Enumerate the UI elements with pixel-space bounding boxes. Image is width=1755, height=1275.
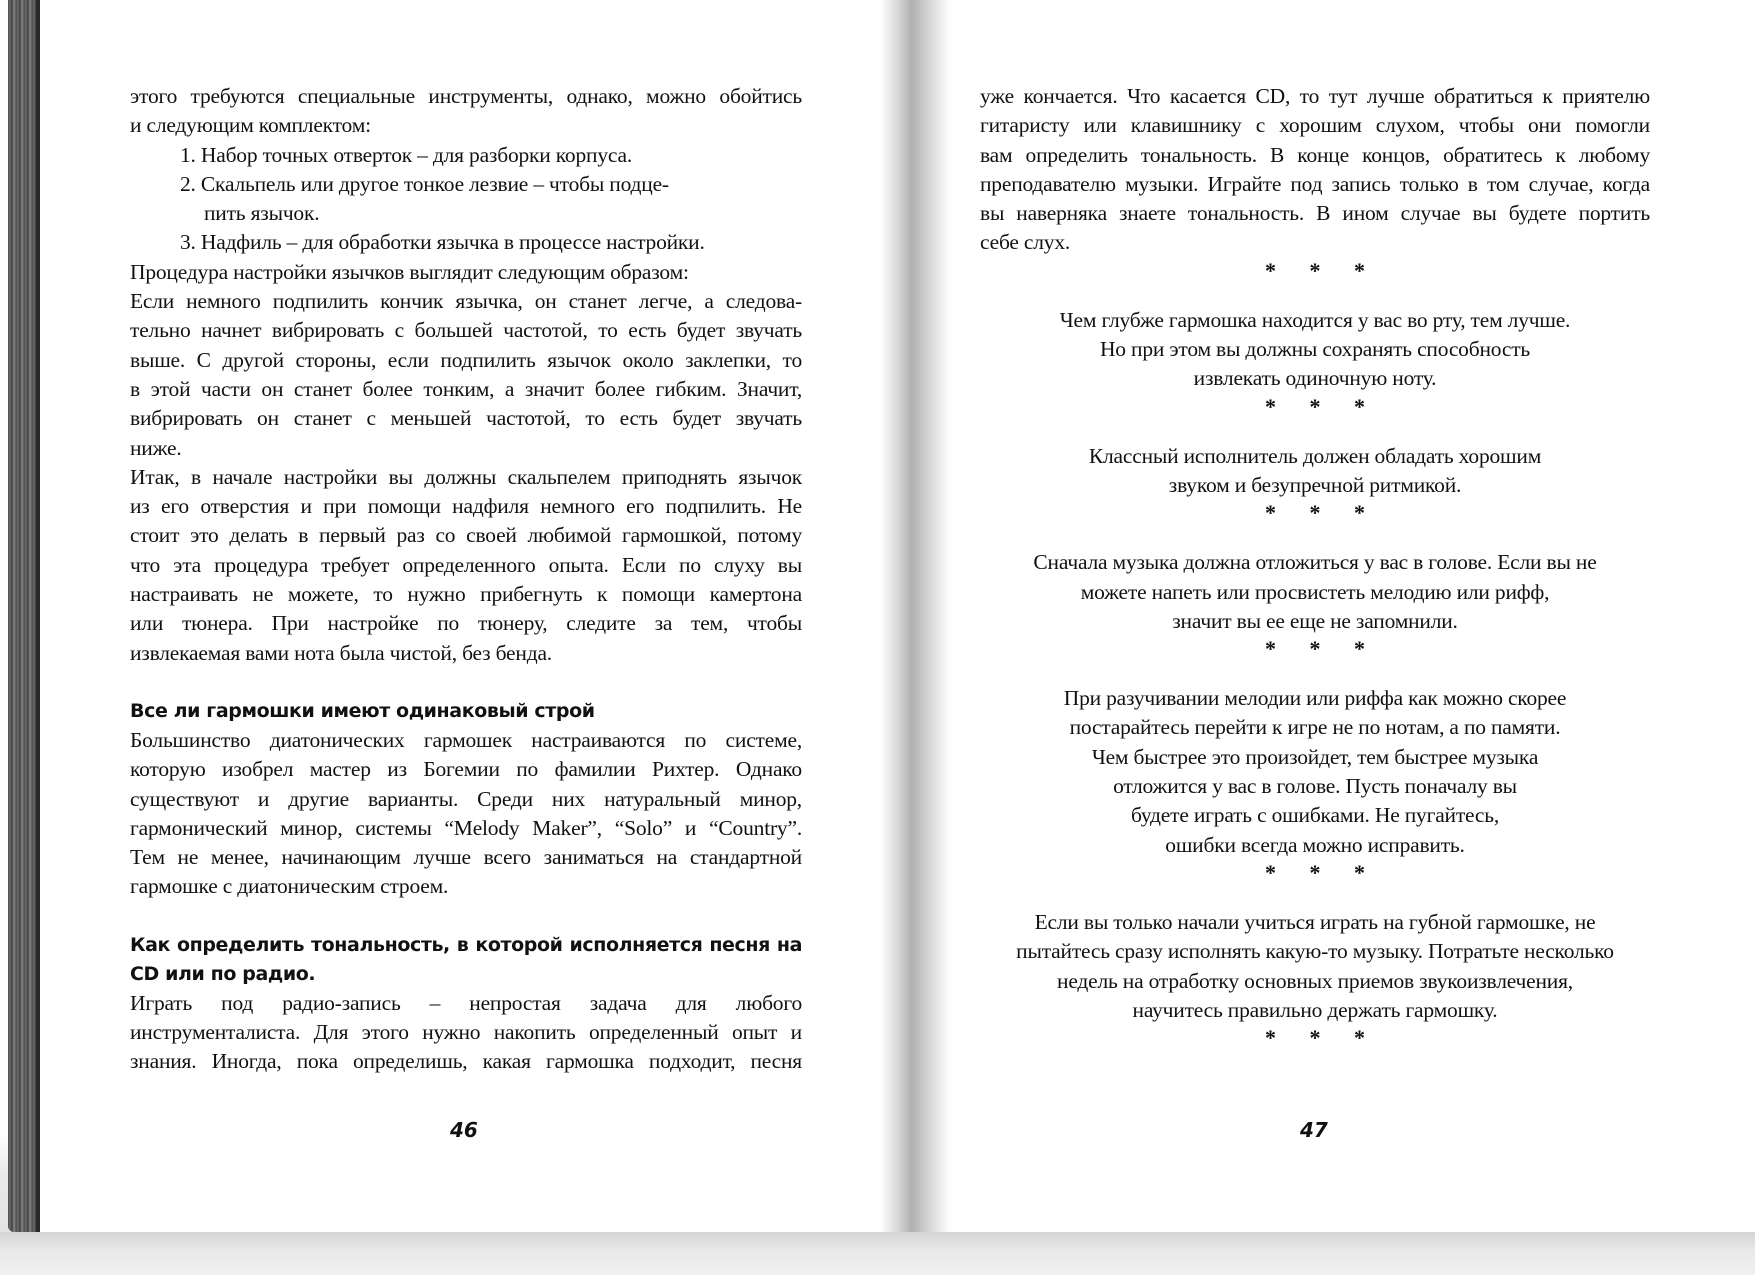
right-page-text	[980, 82, 1650, 1055]
tip-line: Классный исполнитель должен обладать хорошим	[1088, 443, 1542, 468]
paragraph-line: которую изобрел мастер из Богемии по фамилии Рихтер. Однако	[130, 757, 802, 782]
tip-line: ошибки всегда можно исправить.	[1165, 832, 1465, 857]
tip-line: научитесь правильно держать гармошку.	[1132, 997, 1498, 1022]
separator-stars: * * *	[1265, 500, 1379, 526]
tip-line: постарайтесь перейти к игре не по нотам, а по памяти.	[1069, 715, 1561, 740]
paragraph-line: Играть под радио-запись – непростая задача для любого	[130, 990, 802, 1015]
tip-block	[980, 908, 1650, 1025]
paragraph-line: Если немного подпилить кончик язычка, он станет легче, а следова-	[130, 289, 802, 314]
paragraph-line: вы наверняка знаете тональность. В ином случае вы будете портить	[980, 201, 1650, 226]
paragraph-line: или тюнера. При настройке по тюнеру, следите за тем, чтобы	[130, 611, 802, 636]
list-item: 1. Набор точных отверток – для разборки корпуса.	[180, 142, 632, 167]
paragraph-line: гармонический минор, системы “Melody Maker”, “Solo” и “Country”.	[130, 815, 802, 840]
paragraph-line: Процедура настройки язычков выглядит следующим образом:	[130, 259, 689, 284]
paragraph-line: что эта процедура требует определенного опыта. Если по слуху вы	[130, 552, 802, 577]
tip-line: Если вы только начали учиться играть на губной гармошке, не	[1034, 909, 1596, 934]
spacer	[980, 530, 1650, 548]
tip-line: звуком и безупречной ритмикой.	[1168, 472, 1462, 497]
list-item: 2. Скальпель или другое тонкое лезвие – чтобы подце-	[180, 171, 669, 196]
tip-line: недель на отработку основных приемов звукоизвлечения,	[1057, 968, 1573, 993]
left-page-text	[130, 82, 802, 1077]
section-determine-key	[130, 931, 802, 1077]
list-item: 3. Надфиль – для обработки язычка в процессе настройки.	[180, 230, 705, 255]
page-number: 46	[450, 1118, 478, 1142]
section-heading: Все ли гармошки имеют одинаковый строй	[130, 699, 595, 722]
tip-line: Чем быстрее это произойдет, тем быстрее музыка	[1091, 744, 1539, 769]
tip-block	[980, 442, 1650, 501]
paragraph-line: вибрировать он станет с меньшей частотой, то есть будет звучать	[130, 406, 802, 431]
paragraph-line: из его отверстия и при помощи надфиля немного его подпилить. Не	[130, 494, 802, 519]
separator-stars: * * *	[1265, 636, 1379, 662]
section-heading: Как определить тональность, в которой исполняется песня на	[130, 933, 802, 956]
page-number: 47	[1300, 1118, 1328, 1142]
paragraph-line: этого требуются специальные инструменты, однако, можно обойтись	[130, 84, 802, 108]
paragraph-line: Большинство диатонических гармошек настраиваются по системе,	[130, 727, 802, 752]
paragraph-line: гармошке с диатоническим строем.	[130, 874, 449, 899]
spacer	[130, 902, 802, 931]
section-heading: CD или по радио.	[130, 962, 316, 985]
section-tuning-systems	[130, 697, 802, 902]
tools-list	[130, 141, 802, 258]
paragraph-line: инструменталиста. Для этого нужно накопить определенный опыт и	[130, 1020, 802, 1045]
tip-block	[980, 684, 1650, 860]
paragraph-line: Тем не менее, начинающим лучше всего заниматься на стандартной	[130, 845, 802, 870]
tip-line: При разучивании мелодии или риффа как можно скорее	[1063, 686, 1567, 711]
spacer	[980, 288, 1650, 306]
paragraph-line: стоит это делать в первый раз со своей любимой гармошкой, потому	[130, 523, 802, 548]
paragraph-line: знания. Иногда, пока определишь, какая гармошка подходит, песня	[130, 1049, 802, 1074]
book-page-edges	[8, 0, 38, 1232]
spacer	[980, 890, 1650, 908]
spacer	[130, 668, 802, 697]
paragraph-line: уже кончается. Что касается CD, то тут лучше обратиться к приятелю	[980, 84, 1650, 108]
separator-stars: * * *	[1265, 1025, 1379, 1051]
procedure-paragraph	[130, 258, 802, 668]
paragraph-line: себе слух.	[980, 230, 1071, 255]
paragraph-line: Итак, в начале настройки вы должны скальпелем приподнять язычок	[130, 464, 802, 489]
tip-line: Сначала музыка должна отложиться у вас в голове. Если вы не	[1033, 550, 1597, 575]
paragraph-line: в этой части он станет более тонким, а значит более гибким. Значит,	[130, 376, 802, 401]
paragraph-line: гитаристу или клавишнику с хорошим слухом, чтобы они помогли	[980, 113, 1650, 138]
tip-line: извлекать одиночную ноту.	[1193, 366, 1437, 391]
continuation-paragraph	[980, 82, 1650, 258]
spacer	[980, 666, 1650, 684]
tip-line: значит вы ее еще не запомнили.	[1172, 608, 1458, 633]
tip-block	[980, 548, 1650, 636]
tip-line: Но при этом вы должны сохранять способность	[1099, 337, 1530, 362]
tip-block	[980, 306, 1650, 394]
list-item-continuation: пить язычок.	[204, 201, 320, 226]
book-spine-gutter	[880, 0, 950, 1275]
separator-stars: * * *	[1265, 859, 1379, 885]
paragraph-line: выше. С другой стороны, если подпилить язычок около заклепки, то	[130, 347, 802, 372]
paragraph-line: вам определить тональность. В конце концов, обратитесь к любому	[980, 142, 1650, 167]
tip-line: пытайтесь сразу исполнять какую-то музыку. Потратьте несколько	[1016, 939, 1614, 964]
paragraph-line: существуют и другие варианты. Среди них натуральный минор,	[130, 786, 802, 811]
scanner-bottom-edge	[0, 1232, 1755, 1275]
paragraph-line: настраивать не можете, то нужно прибегнуть к помощи камертона	[130, 582, 802, 607]
tip-line: Чем глубже гармошка находится у вас во рту, тем лучше.	[1059, 307, 1571, 332]
paragraph-line: преподавателю музыки. Играйте под запись только в том случае, когда	[980, 171, 1650, 196]
tip-line: можете напеть или просвистеть мелодию или рифф,	[1080, 579, 1550, 604]
paragraph-line: и следующим комплектом:	[130, 113, 371, 138]
separator-stars: * * *	[1265, 393, 1379, 419]
tip-line: будете играть с ошибками. Не пугайтесь,	[1130, 803, 1500, 828]
paragraph-line: извлекаемая вами нота была чистой, без бенда.	[130, 640, 552, 665]
spacer	[980, 424, 1650, 442]
paragraph-line: ниже.	[130, 435, 182, 460]
tip-line: отложится у вас в голове. Пусть поначалу вы	[1113, 774, 1517, 799]
paragraph-line: тельно начнет вибрировать с большей частотой, то есть будет звучать	[130, 318, 802, 343]
separator-stars: * * *	[1265, 257, 1379, 283]
